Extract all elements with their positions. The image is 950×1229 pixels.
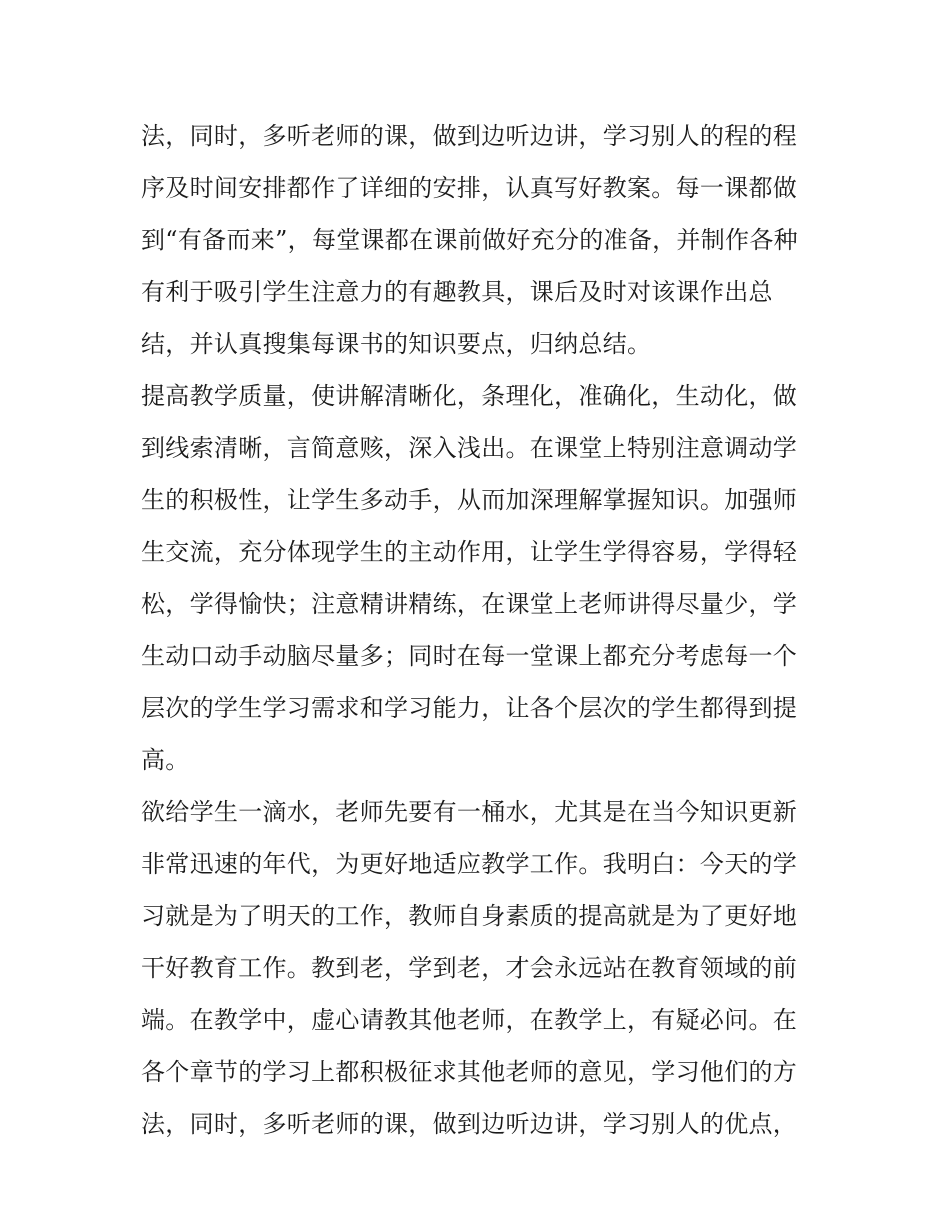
text-line: 序及时间安排都作了详细的安排，认真写好教案。每一课都做 (141, 174, 798, 202)
text-line: 提高教学质量，使讲解清晰化，条理化，准确化，生动化，做 (141, 382, 798, 410)
text-line: 法，同时，多听老师的课，做到边听边讲，学习别人的优点， (141, 1110, 798, 1138)
text-line: 习就是为了明天的工作，教师自身素质的提高就是为了更好地 (141, 902, 798, 930)
text-line: 欲给学生一滴水，老师先要有一桶水，尤其是在当今知识更新 (141, 798, 798, 826)
text-line: 松，学得愉快；注意精讲精练，在课堂上老师讲得尽量少，学 (141, 590, 798, 618)
text-line: 端。在教学中，虚心请教其他老师，在教学上，有疑必问。在 (141, 1006, 798, 1034)
text-line: 高。 (141, 746, 190, 774)
text-line: 干好教育工作。教到老，学到老，才会永远站在教育领域的前 (141, 954, 798, 982)
text-line: 有利于吸引学生注意力的有趣教具，课后及时对该课作出总 (141, 278, 773, 306)
text-line: 生动口动手动脑尽量多；同时在每一堂课上都充分考虑每一个 (141, 642, 798, 670)
text-line: 到“有备而来”，每堂课都在课前做好充分的准备，并制作各种 (141, 226, 798, 254)
text-line: 结，并认真搜集每课书的知识要点，归纳总结。 (141, 330, 652, 358)
text-line: 非常迅速的年代，为更好地适应教学工作。我明白：今天的学 (141, 850, 798, 878)
body-text (141, 110, 821, 1150)
text-line: 生的积极性，让学生多动手，从而加深理解掌握知识。加强师 (141, 486, 798, 514)
text-line: 各个章节的学习上都积极征求其他老师的意见，学习他们的方 (141, 1058, 798, 1086)
text-line: 法，同时，多听老师的课，做到边听边讲，学习别人的程的程 (141, 122, 798, 150)
text-line: 生交流，充分体现学生的主动作用，让学生学得容易，学得轻 (141, 538, 798, 566)
text-line: 到线索清晰，言简意赅，深入浅出。在课堂上特别注意调动学 (141, 434, 798, 462)
text-line: 层次的学生学习需求和学习能力，让各个层次的学生都得到提 (141, 694, 798, 722)
